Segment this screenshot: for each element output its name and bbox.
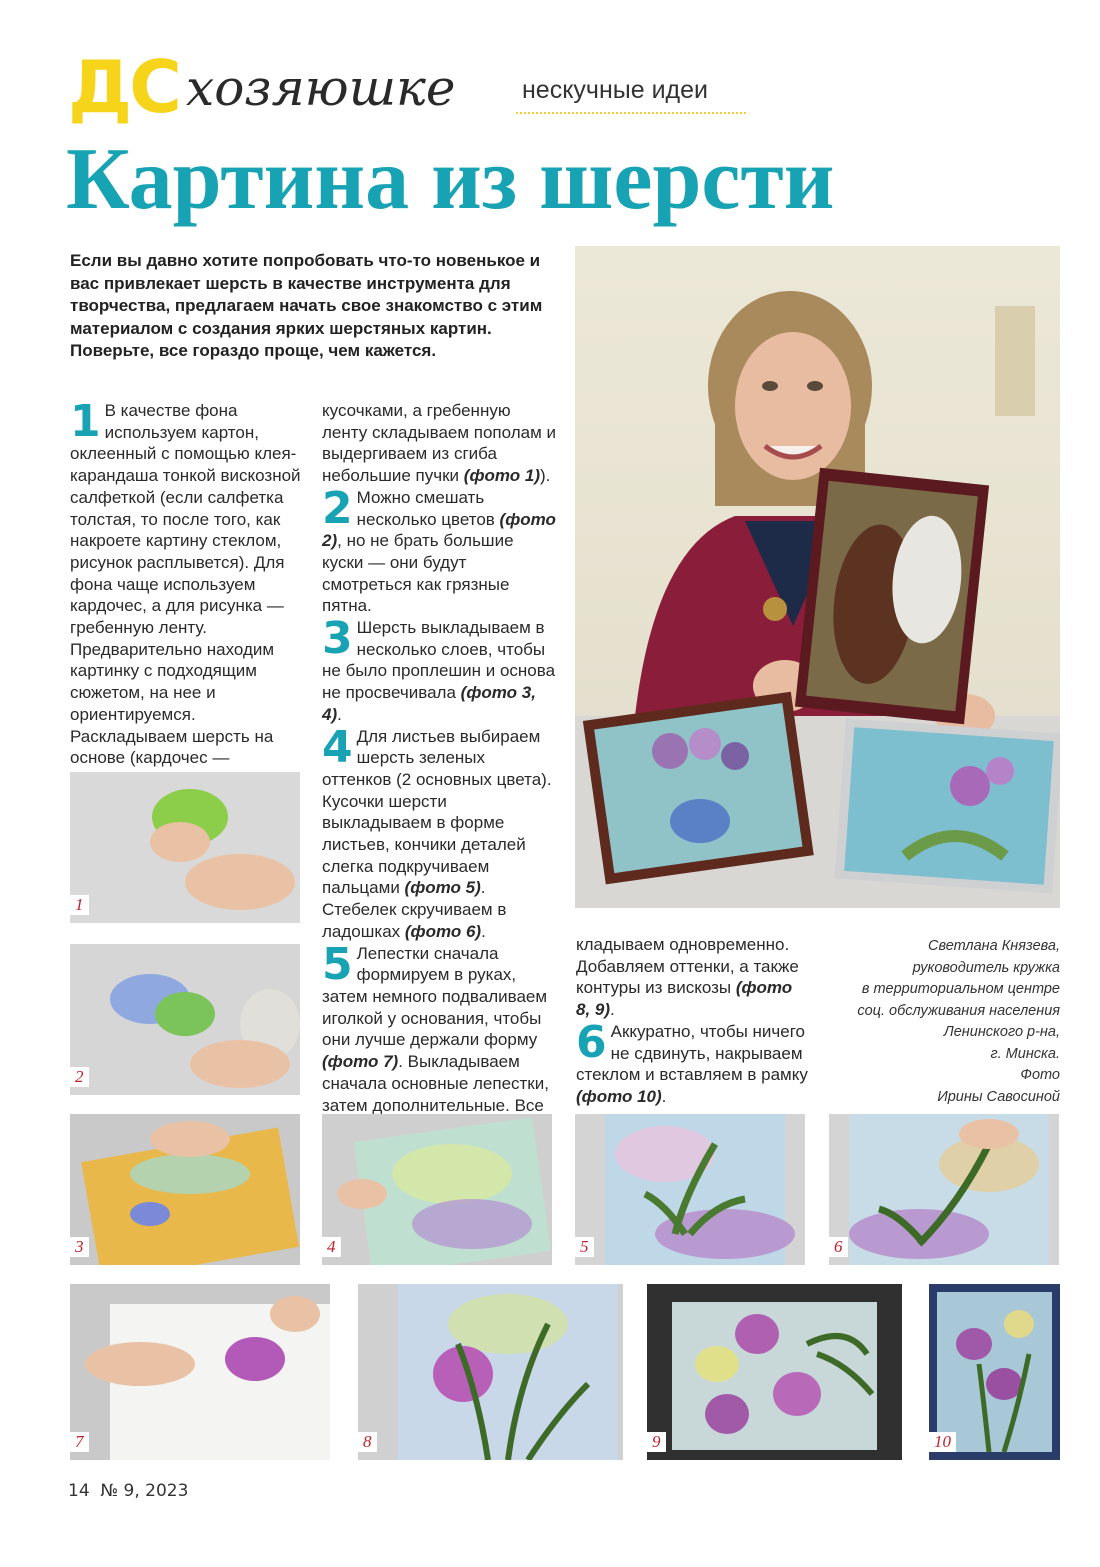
photo-number: 4 — [322, 1237, 341, 1257]
photo-5 — [575, 1114, 805, 1265]
main-photo — [575, 246, 1060, 908]
subtitle-underline — [516, 112, 746, 120]
step-number: 3 — [322, 613, 353, 665]
step-number: 6 — [576, 1016, 607, 1068]
photo-7 — [70, 1284, 330, 1460]
photo-ref: (фото 8, 9) — [576, 978, 793, 1020]
photo-number: 1 — [70, 895, 89, 915]
photo-4 — [322, 1114, 552, 1265]
page-footer — [68, 1481, 188, 1501]
step-text: В качестве фона используем картон, оклеенный с помощью клея-карандаша тонкой вискозной салфеткой (если салфетка толстая, то после того, как накроете картину стеклом, рисунок расплывется). Для фона чаще используем кардочес, а для рисунка — гребенную ленту. Предварительно находим картинку с подходящим сюжетом, на нее и ориентируемся. Раскладываем шерсть на основе (кардочес — — [70, 401, 301, 768]
photo-ref: (фото 10) — [576, 1086, 662, 1106]
issue-number: № 9, 2023 — [100, 1481, 189, 1501]
article-lead: Если вы давно хотите попробовать что-то новенькое и вас привлекает шерсть в качестве инструмента для творчества, предлагаем начать свое знакомство с этим материалом с создания ярких шерстяных картин. Поверьте, все гораздо проще, чем кажется. — [70, 251, 543, 360]
photo-2 — [70, 944, 300, 1095]
step-3: 3 Шерсть выкладываем в несколько слоев, чтобы не было проплешин и основа не просвечивала (фото 3, 4). — [322, 613, 556, 724]
section-logo: ДС — [68, 45, 179, 129]
photo-ref: (фото 2) — [322, 509, 556, 551]
photo-number: 2 — [70, 1067, 89, 1087]
photo-8 — [358, 1284, 623, 1460]
step-5-continued: кладываем одновременно. Добавляем оттенки, а также контуры из вискозы (фото 8, 9). — [576, 935, 799, 1020]
step-number: 4 — [322, 721, 353, 773]
photo-1 — [70, 772, 300, 923]
section-title: хозяюшке — [186, 59, 456, 117]
step-1-continued: кусочками, а гребенную ленту складываем пополам и выдергиваем из сгиба небольшие пучки (фото 1)). — [322, 401, 556, 486]
step-4: 4 Для листьев выбираем шерсть зеленых оттенков (2 основных цвета). Кусочки шерсти выкладываем в форме листьев, кончики деталей слегка подкручиваем пальцами (фото 5). Стебелек скручиваем в ладошках (фото 6). — [322, 721, 552, 941]
photo-6 — [829, 1114, 1059, 1265]
photo-3 — [70, 1114, 300, 1265]
article-title: Картина из шерсти — [66, 131, 835, 228]
step-number: 2 — [322, 482, 353, 534]
photo-number: 9 — [647, 1432, 666, 1452]
step-6: 6 Аккуратно, чтобы ничего не сдвинуть, накрываем стеклом и вставляем в рамку (фото 10). — [576, 1016, 808, 1106]
text-column-2 — [322, 400, 556, 1138]
step-5: 5 Лепестки сначала формируем в руках, затем немного подваливаем иголкой у основания, чтобы они лучше держали форму (фото 7). Выкладываем сначала основные лепестки, затем дополнительные. Все — [322, 938, 549, 1115]
photo-ref: (фото 6) — [404, 921, 482, 941]
step-2: 2 Можно смешать несколько цветов (фото 2), но не брать большие куски — они будут смотреться как грязные пятна. — [322, 482, 556, 616]
photo-number: 3 — [70, 1237, 89, 1257]
text-column-1 — [70, 396, 302, 791]
step-number: 1 — [70, 396, 101, 447]
photo-number: 6 — [829, 1237, 848, 1257]
photo-9 — [647, 1284, 902, 1460]
photo-ref: (фото 5) — [404, 878, 481, 898]
photo-number: 5 — [575, 1237, 594, 1257]
page-number: 14 — [68, 1481, 90, 1501]
photo-ref: (фото 3, 4) — [322, 683, 536, 724]
photo-10 — [929, 1284, 1060, 1460]
photo-number: 10 — [929, 1432, 956, 1452]
text-column-3 — [576, 934, 808, 1108]
photo-number: 8 — [358, 1432, 377, 1452]
step-1 — [70, 396, 302, 791]
section-subtitle: нескучные идеи — [522, 76, 708, 104]
photo-number: 7 — [70, 1432, 89, 1452]
author-caption: Светлана Князева, руководитель кружка в территориальном центре соц. обслуживания населения Ленинского р-на, г. Минска. Фото Ирины Савосиной — [857, 938, 1060, 1105]
step-number: 5 — [322, 938, 353, 990]
photo-ref: (фото 1) — [463, 466, 540, 486]
photo-ref: (фото 7) — [322, 1052, 399, 1072]
